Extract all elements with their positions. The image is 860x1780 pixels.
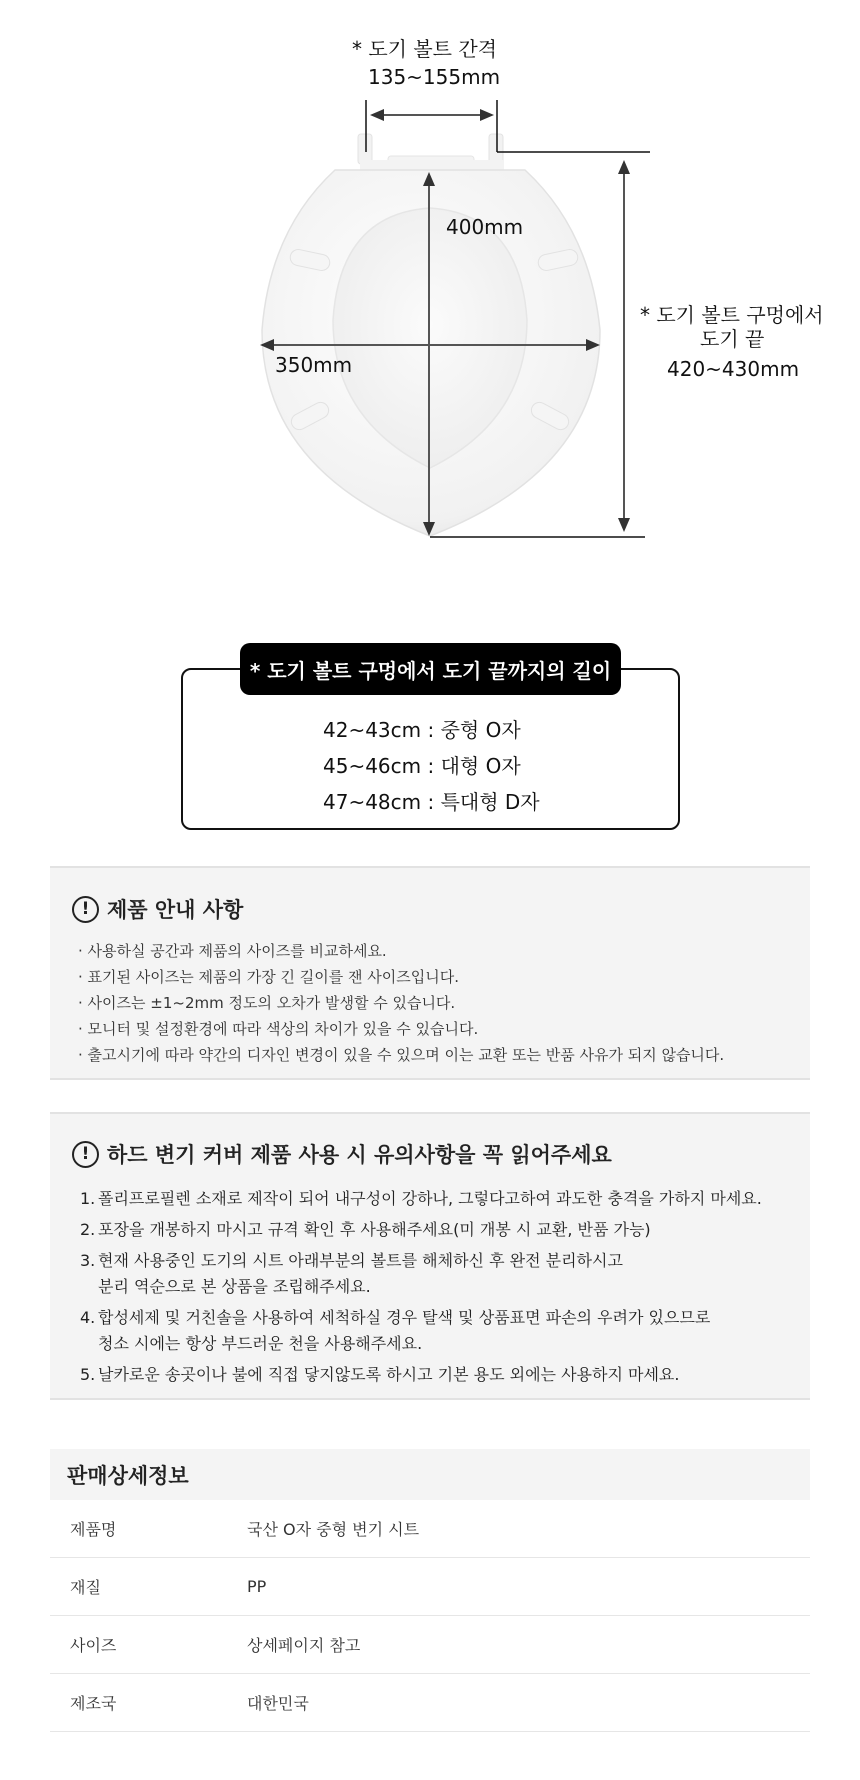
row-key: 제품명 <box>70 1520 117 1539</box>
inner-length-label: 400mm <box>446 215 524 239</box>
size-guide-row: 47~48cm : 특대형 D자 <box>323 790 540 814</box>
product-notice-header <box>72 894 243 924</box>
size-guide-title: * 도기 볼트 구멍에서 도기 끝까지의 길이 <box>240 643 621 695</box>
notice-item: · 사용하실 공간과 제품의 사이즈를 비교하세요. <box>78 938 724 964</box>
caution-item: 5. 날카로운 송곳이나 불에 직접 닿지않도록 하시고 기본 용도 외에는 사용하지 마세요. <box>80 1365 680 1384</box>
product-notice-panel <box>50 866 810 1080</box>
size-guide-row: 45~46cm : 대형 O자 <box>323 754 521 778</box>
width-label: 350mm <box>275 353 353 377</box>
sales-detail-title: 판매상세정보 <box>50 1449 810 1500</box>
notice-item: · 사이즈는 ±1~2mm 정도의 오차가 발생할 수 있습니다. <box>78 990 724 1016</box>
row-value: 국산 O자 중형 변기 시트 <box>247 1520 420 1539</box>
row-key: 제조국 <box>70 1694 117 1713</box>
notice-item: · 표기된 사이즈는 제품의 가장 긴 길이를 잰 사이즈입니다. <box>78 964 724 990</box>
notice-item: · 모니터 및 설정환경에 따라 색상의 차이가 있을 수 있습니다. <box>78 1016 724 1042</box>
bolt-to-end-label-line2: 도기 끝 <box>700 327 765 351</box>
bolt-spacing-label: * 도기 볼트 간격 <box>352 37 497 61</box>
caution-item: 1. 폴리프로필렌 소재로 제작이 되어 내구성이 강하나, 그렇다고하여 과도한 충격을 가하지 마세요. <box>80 1189 762 1208</box>
row-value: PP <box>247 1577 267 1596</box>
caution-item: 2. 포장을 개봉하지 마시고 규격 확인 후 사용해주세요(미 개봉 시 교환, 반품 가능) <box>80 1220 651 1239</box>
caution-notice-panel <box>50 1112 810 1400</box>
table-row <box>50 1558 810 1616</box>
row-value: 상세페이지 참고 <box>247 1636 361 1655</box>
table-row <box>50 1674 810 1732</box>
exclamation-circle-icon: ! <box>72 1141 99 1168</box>
exclamation-circle-icon: ! <box>72 896 99 923</box>
product-notice-list <box>78 938 724 1068</box>
dimension-diagram <box>0 0 860 560</box>
table-row <box>50 1616 810 1674</box>
caution-notice-header <box>72 1139 612 1169</box>
notice-item: · 출고시기에 따라 약간의 디자인 변경이 있을 수 있으며 이는 교환 또는 반품 사유가 되지 않습니다. <box>78 1042 724 1068</box>
sales-detail-table <box>50 1449 810 1732</box>
row-value: 대한민국 <box>247 1694 309 1713</box>
product-notice-title: 제품 안내 사항 <box>107 898 244 922</box>
size-guide-row: 42~43cm : 중형 O자 <box>323 718 521 742</box>
caution-list <box>80 1186 762 1393</box>
table-row <box>50 1500 810 1558</box>
bolt-to-end-value: 420~430mm <box>667 357 800 381</box>
bolt-to-end-label-line1: * 도기 볼트 구멍에서 <box>640 303 824 327</box>
caution-item: 3. 현재 사용중인 도기의 시트 아래부분의 볼트를 해체하신 후 완전 분리하시고 분리 역순으로 본 상품을 조립해주세요. <box>80 1251 623 1296</box>
caution-item: 4. 합성세제 및 거친솔을 사용하여 세척하실 경우 탈색 및 상품표면 파손의 우려가 있으므로 청소 시에는 항상 부드러운 천을 사용해주세요. <box>80 1308 711 1353</box>
bolt-spacing-value: 135~155mm <box>368 65 501 89</box>
caution-notice-title: 하드 변기 커버 제품 사용 시 유의사항을 꼭 읽어주세요 <box>107 1143 612 1167</box>
size-guide-list <box>323 712 540 820</box>
row-key: 재질 <box>70 1578 101 1597</box>
row-key: 사이즈 <box>70 1636 117 1655</box>
